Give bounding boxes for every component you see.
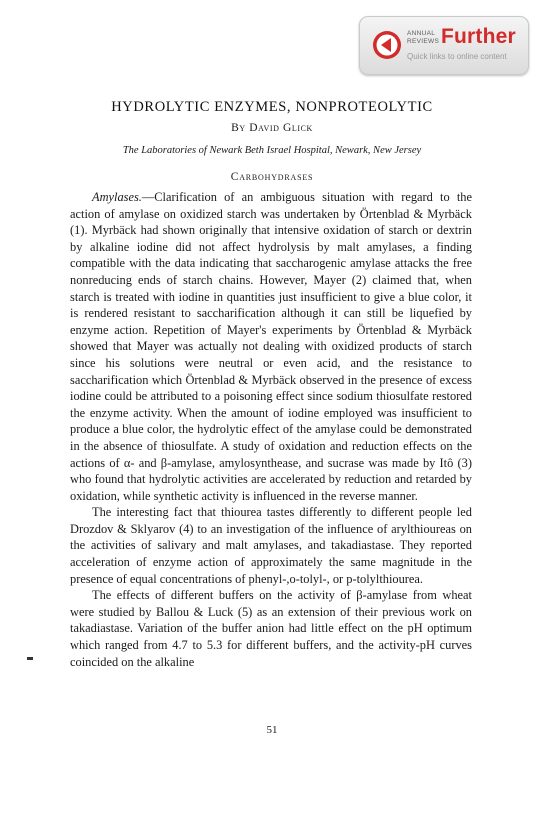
annual-reviews-logo-text: ANNUAL REVIEWS (407, 30, 440, 45)
paragraph-lead-term: Amylases. (92, 190, 142, 204)
further-label: Further (441, 25, 516, 48)
section-heading: Carbohydrases (230, 171, 314, 183)
paragraph (70, 189, 472, 504)
paragraph-text: The effects of different buffers on the activity of β-amylase from wheat were studied by Ballou & Luck (5) as an extension of their previous work on takadiastase. Variation of the buffer anion had little effect on the pH optimum which ranged from 4.7 to 5.3 for different buffers, and the activity-pH curves coincided on the alkaline (70, 588, 472, 669)
paragraph-text: —Clarification of an ambiguous situation with regard to the action of amylase on oxidized starch was undertaken by Örtenblad & Myrbäck (1). Myrbäck had shown originally that intensive oxidation of starch or dextrin by alkaline iodine did not affect hydrolysis by malt amylases, a finding compatible with the data indicating that saccharogenic amylase attacks the free nonreducing ends of starch chains. However, Mayer (2) claimed that, when starch is treated with iodine in quantities just insufficient to give a blue color, it is rendered resistant to saccharification although it can still be liquefied by enzyme action. Repetition of Mayer's experiments by Örtenblad & Myrbäck showed that Mayer was actually not dealing with oxidized products of starch since his solutions were neutral or even acid, and the resistance to saccharification which Örtenblad & Myrbäck observed in the presence of excess iodine could be attributed to a poisoning effect since sodium thiosulfate restored the enzyme activity. When the amount of iodine employed was insufficient to produce a blue color, the hydrolytic effect of the amylase could be demonstrated in the absence of thiosulfate. A study of oxidation and reduction effects on the actions of α- and β-amylase, amylosynthease, and sucrase was made by Itô (3) who found that hydrolytic activities are accelerated by reduction and retarded by oxidation, while synthetic activity is influenced in the reverse manner. (70, 190, 472, 503)
article-title: HYDROLYTIC ENZYMES, NONPROTEOLYTIC (111, 99, 433, 115)
author-affiliation: The Laboratories of Newark Beth Israel Hospital, Newark, New Jersey (122, 145, 422, 156)
further-links-badge[interactable] (359, 16, 529, 75)
article-body (70, 189, 472, 670)
article-author: By David Glick (231, 122, 313, 134)
arrow-left-circle-icon (372, 30, 402, 60)
quick-links-label: Quick links to online content (407, 52, 507, 61)
paragraph (70, 587, 472, 670)
page-number: 51 (266, 724, 278, 736)
paragraph-text: The interesting fact that thiourea tastes differently to different people led Drozdov & Sklyarov (4) to an investigation of the influence of arylthioureas on the activities of salivary and malt amylases, and takadiastase. They reported acceleration of enzyme action of approximately the same magnitude in the presence of equal concentrations of phenyl-,o-tolyl-, or p-tolylthiourea. (70, 505, 472, 586)
margin-mark (27, 657, 33, 660)
paragraph (70, 504, 472, 587)
